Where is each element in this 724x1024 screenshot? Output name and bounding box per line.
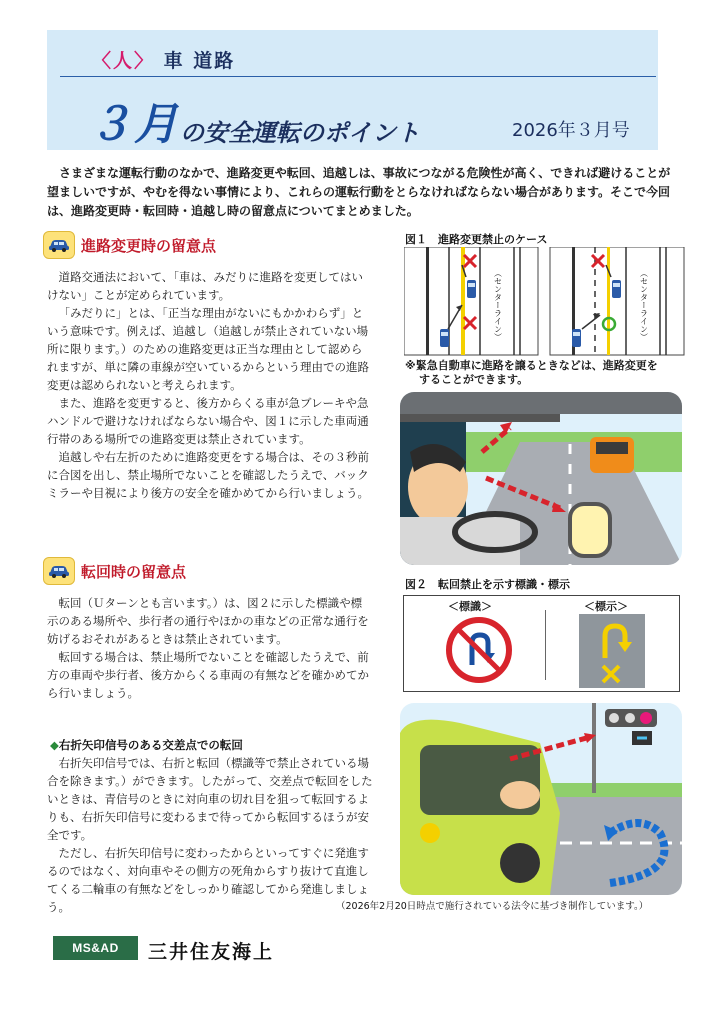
section-lane-change-heading [43, 231, 216, 259]
category-label: 〈人〉 車 道路 [92, 50, 236, 72]
sign-caption: ＜標識＞ [448, 600, 492, 613]
center-line-label: （センターライン） [639, 269, 649, 341]
u-turn-intersection-illustration [400, 703, 682, 895]
car-icon [467, 280, 476, 298]
figure1-lane-diagram [404, 247, 686, 357]
figure1-label: 図１ 進路変更禁止のケース [405, 233, 548, 246]
paragraph: 転回する場合は、禁止場所でないことを確認したうえで、前方の車両や歩行者、後方からくる車両の有無などを確かめてから行いましょう。 [47, 650, 369, 700]
intro-paragraph: さまざまな運転行動のなかで、進路変更や転回、追越しは、事故につながる危険性が高く、できれば避けることが望ましいですが、やむを得ない事情により、これらの運転行動をとらなければならない場合があります。そこで今回は、進路変更時・転回時・追越し時の留意点についてまとめました。 [47, 166, 671, 218]
legal-footnote: （2026年2月20日時点で施行されている法令に基づき制作しています。） [336, 901, 649, 912]
section-title: 転回時の留意点 [81, 562, 187, 581]
subsection-heading: ◆右折矢印信号のある交差点での転回 [50, 738, 243, 752]
header-divider [60, 76, 656, 77]
marking-caption: ＜標示＞ [584, 600, 628, 613]
no-u-turn-marking-icon [579, 614, 645, 688]
paragraph: 追越しや右左折のために進路変更をする場合は、その３秒前に合図を出し、禁止場所でないことを確認したうえで、バックミラーや目視により後方の安全を確かめてから行いましょう。 [47, 450, 369, 500]
company-name: 三井住友海上 [148, 941, 275, 963]
month-number: ３月 [88, 99, 180, 150]
driver-mirror-check-illustration [400, 392, 682, 565]
car-icon [572, 329, 581, 347]
center-line-label: （センターライン） [493, 269, 503, 341]
issue-date: 2026年３月号 [512, 120, 630, 141]
diamond-icon: ◆ [50, 738, 59, 752]
section-u-turn-body [47, 594, 373, 702]
company-logo: MS&AD [53, 936, 138, 960]
paragraph: 右折矢印信号では、右折と転回（標識等で禁止されている場合を除きます。）ができます。したがって、交差点で転回をしたいときは、青信号のときに対向車の切れ目を狙って転回するよりも、右折矢印信号に変わるまで待ってから転回するほうが安全です。 [47, 756, 373, 842]
paragraph: 道路交通法において、「車は、みだりに進路を変更してはいけない」ことが定められています。 [47, 270, 364, 302]
figure1-note: ※緊急自動車に進路を譲るときなどは、進路変更を することができます。 [405, 359, 658, 386]
paragraph: また、進路を変更すると、後方からくる車が急ブレーキや急ハンドルで避けなければならない場合や、図１に示した車両通行帯のある場所での進路変更は禁止されています。 [47, 396, 369, 446]
page-title: の安全運転のポイント [180, 119, 420, 147]
section-lane-change-body [47, 268, 373, 502]
section-title: 進路変更時の留意点 [81, 236, 217, 255]
turn-signal-icon [420, 823, 440, 843]
side-mirror [570, 504, 610, 556]
paragraph: ただし、右折矢印信号に変わったからといってすぐに発進するのではなく、対向車やその側方の死角からすり抜けて直進してくる二輪車の有無などをしっかり確認してから発進しましょう。 [47, 846, 369, 914]
car-icon [43, 231, 75, 259]
divider [545, 610, 546, 680]
subsection-body [47, 754, 373, 916]
paragraph: 「みだりに」とは、「正当な理由がないにもかかわらず」という意味です。例えば、追越し（追越しが禁止されていない場所に限ります。）のための進路変更は正当な理由として認められますが、単に隣の車線が空いているからという理由での進路変更は認められないと考えられます。 [47, 306, 369, 392]
car-icon [612, 280, 621, 298]
figure2-label: 図２ 転回禁止を示す標識・標示 [405, 578, 570, 591]
car-icon [43, 557, 75, 585]
paragraph: 転回（Ｕターンとも言います。）は、図２に示した標識や標示のある場所や、歩行者の通行やほかの車などの正常な通行を妨げるおそれがあるときは禁止されています。 [47, 596, 369, 646]
car-icon [440, 329, 449, 347]
intro-text [47, 164, 672, 221]
section-u-turn-heading [43, 557, 186, 585]
no-u-turn-sign-icon [446, 617, 512, 683]
